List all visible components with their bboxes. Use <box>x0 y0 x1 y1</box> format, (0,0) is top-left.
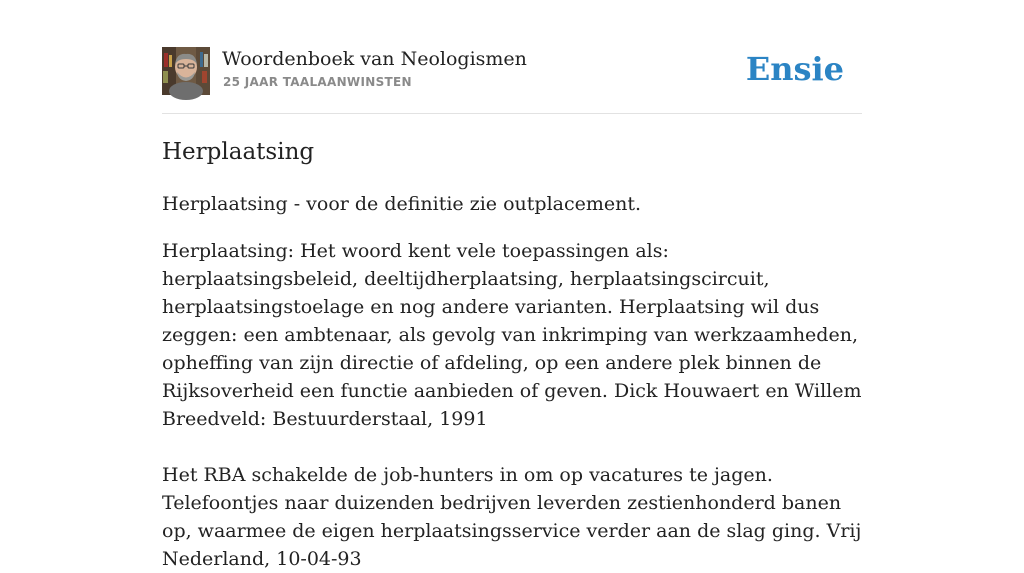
entry-quotes <box>162 237 862 573</box>
entry-title: Herplaatsing <box>162 139 315 165</box>
avatar-image <box>162 47 210 95</box>
site-header <box>162 46 862 96</box>
entry-definition: Herplaatsing - voor de definitie zie outplacement. <box>162 193 642 215</box>
quote-paragraph: Herplaatsing: Het woord kent vele toepassingen als: herplaatsingsbeleid, deeltijdherplaatsing, herplaatsingscircuit, herplaatsingstoelage en nog andere varianten. Herplaatsing wil dus zeggen: een ambtenaar, als gevolg van inkrimping van werkzaamheden, opheffing van zijn directie of afdeling, op een andere plek binnen de Rijksoverheid een functie aanbieden of geven. Dick Houwaert en Willem Breedveld: Bestuurderstaal, 1991 <box>162 240 862 430</box>
site-title[interactable]: Woordenboek van Neologismen <box>222 48 527 70</box>
author-portrait-icon[interactable] <box>162 47 210 95</box>
header-divider <box>162 113 862 114</box>
ensie-logo[interactable]: Ensie <box>745 50 844 88</box>
quote-paragraph: Het RBA schakelde de job-hunters in om op vacatures te jagen. Telefoontjes naar duizenden bedrijven leverden zestienhonderd banen op, waarmee de eigen herplaatsingsservice verder aan de slag ging. Vrij Nederland, 10-04-93 <box>162 464 862 570</box>
site-subtitle: 25 JAAR TAALAANWINSTEN <box>223 75 412 89</box>
